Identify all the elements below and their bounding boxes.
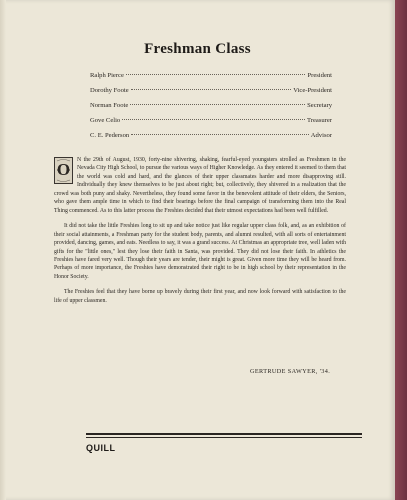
officer-title: Treasurer xyxy=(306,117,332,124)
officer-title: President xyxy=(307,72,332,79)
paragraph-text: N the 29th of August, 1930, forty-nine shivering, shaking, fearful-eyed youngsters strolled as Freshmen in the Nevada City High School, to pursue the various ways of Higher Knowledge. As they entered it seemed to them that the world was cold and hard, and the glances of their upper classmates harder and more disapproving still. Individually they knew themselves to be just about right; but, collectively, they shivered in a realization that the crowd was both puny and shaky. Nevertheless, they found some favor in the benevolent attitude of their elders, the Seniors, who gave them ample time in which to find their bearings before the final campaign of transforming them into the Real Thing commenced. As to this latter process the Freshies decided that their utmost expectations had been well fulfilled. xyxy=(54,157,346,214)
officer-row xyxy=(90,68,332,83)
paragraph-1 xyxy=(54,156,346,215)
officer-name: Gove Celio xyxy=(90,117,121,124)
officer-row xyxy=(90,128,332,143)
footer-publication-name: QUILL xyxy=(86,443,116,453)
decorative-dropcap xyxy=(54,157,73,184)
officer-name: Ralph Pierce xyxy=(90,72,124,79)
officer-title: Advisor xyxy=(310,132,332,139)
officer-row xyxy=(90,113,332,128)
officer-row xyxy=(90,83,332,98)
dot-leader xyxy=(126,74,306,75)
officer-name: Norman Foote xyxy=(90,102,129,109)
officer-title: Vice-President xyxy=(293,87,332,94)
article-body xyxy=(54,156,346,312)
officer-title: Secretary xyxy=(307,102,332,109)
dot-leader xyxy=(122,119,305,120)
paragraph-3: The Freshies feel that they have borne up bravely during their first year, and now look forward with satisfaction to the life of upper classmen. xyxy=(54,289,346,304)
cover-edge xyxy=(395,0,407,500)
page-title: Freshman Class xyxy=(144,41,251,57)
officer-list xyxy=(90,68,332,143)
dot-leader xyxy=(130,104,305,105)
footer-rule-thin xyxy=(86,437,362,438)
footer-rule-thick xyxy=(86,433,362,435)
dot-leader xyxy=(131,134,309,135)
officer-name: C. E. Pederson xyxy=(90,132,130,139)
dropcap-letter: O xyxy=(56,160,71,179)
officer-row xyxy=(90,98,332,113)
page-binding xyxy=(0,0,6,500)
officer-name: Dorothy Foote xyxy=(90,87,129,94)
author-signature: GERTRUDE SAWYER, '34. xyxy=(250,368,331,375)
paragraph-2: It did not take the little Freshies long to sit up and take notice just like regular upper class folk, and, as an exhibition of their social attainments, a Freshman party for the student body, parents, and alumni resulted, with all sorts of entertainment provided, dancing, games, and eats. Needless to say, it was a grand success. At Christmas an appropriate tree, well laden with gifts for the "little ones," lest they lose their faith in Santa, was provided. They did not lose their faith. In athletics the Freshies have fared very well. Though their years are tender, their might is great. Given more time they will be heard from. Perhaps of more importance, the Freshies have demonstrated their right to be in high school by their representation in the Honor Society. xyxy=(54,223,346,280)
dot-leader xyxy=(131,89,292,90)
